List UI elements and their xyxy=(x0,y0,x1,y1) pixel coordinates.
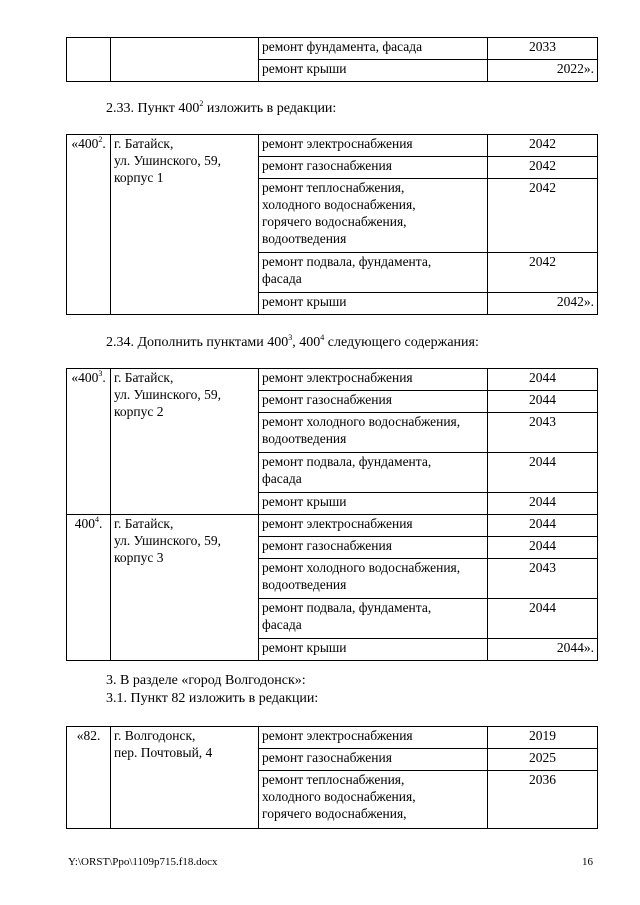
work-cell: ремонт подвала, фундамента, фасада xyxy=(259,599,488,639)
work-cell: ремонт теплоснабжения, холодного водоснабжения, горячего водоснабжения, xyxy=(259,771,488,829)
address-cell: г. Батайск, ул. Ушинского, 59, корпус 1 xyxy=(111,135,259,315)
work-cell: ремонт электроснабжения xyxy=(259,727,488,749)
cell-empty xyxy=(111,38,259,82)
work-cell: ремонт крыши xyxy=(259,293,488,315)
year-cell: 2044 xyxy=(529,538,556,553)
year-cell: 2033 xyxy=(529,39,556,54)
address-cell: г. Волгодонск, пер. Почтовый, 4 xyxy=(111,727,259,829)
year-cell: 2042 xyxy=(529,136,556,151)
work-cell: ремонт газоснабжения xyxy=(259,391,488,413)
item-number: «$400^3$. xyxy=(67,369,111,515)
year-cell: 2044 xyxy=(529,600,556,615)
year-cell: 2042». xyxy=(556,294,594,309)
year-cell: 2044 xyxy=(529,370,556,385)
table-row xyxy=(67,727,598,749)
table-items-400-3-4 xyxy=(66,368,598,661)
table-row xyxy=(67,38,598,60)
year-cell: 2042 xyxy=(529,254,556,269)
work-cell: ремонт газоснабжения xyxy=(259,749,488,771)
paragraph-3-1: 3.1. Пункт 82 изложить в редакции: xyxy=(106,691,319,706)
work-cell: ремонт электроснабжения xyxy=(259,515,488,537)
table-item-82 xyxy=(66,726,598,829)
work-cell: ремонт электроснабжения xyxy=(259,369,488,391)
table-row xyxy=(67,135,598,157)
item-number: $400^4$. xyxy=(67,515,111,661)
work-cell: ремонт холодного водоснабжения, водоотведения xyxy=(259,559,488,599)
year-cell: 2043 xyxy=(529,414,556,429)
work-cell: ремонт теплоснабжения, холодного водоснабжения, горячего водоснабжения, водоотведения xyxy=(259,179,488,253)
footer-page-number: 16 xyxy=(582,856,593,868)
work-cell: ремонт фундамента, фасада xyxy=(259,38,488,60)
table-item-400-2 xyxy=(66,134,598,315)
item-number: «82. xyxy=(67,727,111,829)
address-cell: г. Батайск, ул. Ушинского, 59, корпус 3 xyxy=(111,515,259,661)
year-cell: 2022». xyxy=(556,61,594,76)
year-cell: 2044 xyxy=(529,516,556,531)
year-cell: 2044 xyxy=(529,392,556,407)
work-cell: ремонт газоснабжения xyxy=(259,537,488,559)
table-row xyxy=(67,369,598,391)
work-cell: ремонт крыши xyxy=(259,60,488,82)
work-cell: ремонт газоснабжения xyxy=(259,157,488,179)
paragraph-3: 3. В разделе «город Волгодонск»: xyxy=(106,673,306,688)
work-cell: ремонт крыши xyxy=(259,493,488,515)
year-cell: 2042 xyxy=(529,158,556,173)
paragraph-2-34: 2.34. Дополнить пунктами $400^3$, $400^4$ следующего содержания: xyxy=(106,333,479,350)
work-cell: ремонт крыши xyxy=(259,639,488,661)
year-cell: 2042 xyxy=(529,180,556,195)
work-cell: ремонт подвала, фундамента, фасада xyxy=(259,453,488,493)
year-cell: 2044 xyxy=(529,494,556,509)
work-cell: ремонт холодного водоснабжения, водоотведения xyxy=(259,413,488,453)
year-cell: 2019 xyxy=(529,728,556,743)
table-row xyxy=(67,515,598,537)
table-continuation xyxy=(66,37,598,82)
year-cell: 2025 xyxy=(529,750,556,765)
address-cell: г. Батайск, ул. Ушинского, 59, корпус 2 xyxy=(111,369,259,515)
paragraph-2-33: 2.33. Пункт $400^2$ изложить в редакции: xyxy=(106,99,337,116)
year-cell: 2044 xyxy=(529,454,556,469)
footer-file-path: Y:\ORST\Ppo\1109p715.f18.docx xyxy=(68,856,218,868)
item-number: «$400^2$. xyxy=(67,135,111,315)
year-cell: 2044». xyxy=(556,640,594,655)
cell-empty xyxy=(67,38,111,82)
year-cell: 2036 xyxy=(529,772,556,787)
work-cell: ремонт электроснабжения xyxy=(259,135,488,157)
work-cell: ремонт подвала, фундамента, фасада xyxy=(259,253,488,293)
year-cell: 2043 xyxy=(529,560,556,575)
